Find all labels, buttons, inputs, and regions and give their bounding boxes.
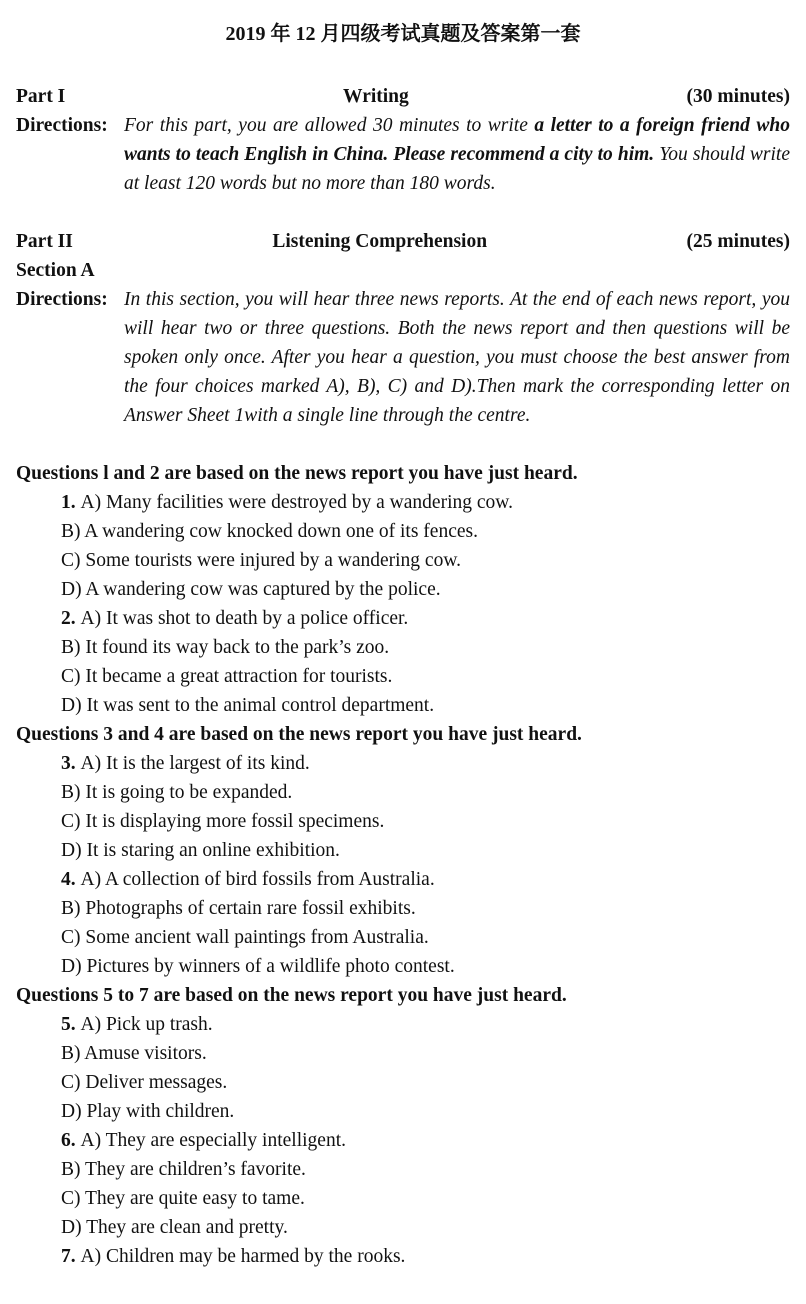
page-title: 2019 年 12 月四级考试真题及答案第一套 (225, 23, 581, 45)
question-option (16, 1039, 790, 1068)
question-option (16, 807, 790, 836)
question-option (16, 1213, 790, 1242)
question-number: 2. (61, 608, 81, 629)
question-group-heading: Questions 5 to 7 are based on the news report you have just heard. (16, 985, 567, 1006)
question-number: 5. (61, 1014, 81, 1035)
part1-directions-text (124, 111, 790, 198)
part2-directions-text: In this section, you will hear three news reports. At the end of each news report, you will hear two or three questions. Both the news report and then questions will be spoken only once. After you hear a question, you must choose the best answer from the four choices marked A), B), C) and D).Then mark the corresponding letter on Answer Sheet 1with a single line through the centre. (124, 289, 790, 426)
part1-label: Part I (16, 86, 66, 107)
question-number: 4. (61, 869, 81, 890)
question-option (16, 836, 790, 865)
question-option (16, 1068, 790, 1097)
part1-header (16, 82, 790, 111)
part2-name: Listening Comprehension (272, 231, 488, 252)
option-text: A) Many facilities were destroyed by a wandering cow. (80, 492, 513, 513)
question-option (16, 1242, 790, 1271)
question-groups (16, 459, 790, 1271)
part1-name: Writing (343, 86, 409, 107)
option-text: C) Some tourists were injured by a wandering cow. (61, 550, 462, 571)
option-text: C) They are quite easy to tame. (61, 1188, 305, 1209)
part1-directions (16, 111, 790, 198)
part1-directions-bold: a letter to a foreign friend who wants to teach English in China. Please recommend a city to him. (124, 115, 790, 165)
part2-directions-label: Directions: (16, 289, 108, 310)
part2-header (16, 227, 790, 256)
question-group-heading: Questions 3 and 4 are based on the news report you have just heard. (16, 724, 582, 745)
option-text: D) They are clean and pretty. (61, 1217, 288, 1238)
question-option (16, 923, 790, 952)
option-text: C) Some ancient wall paintings from Australia. (61, 927, 429, 948)
question-option (16, 604, 790, 633)
part1-time: (30 minutes) (686, 86, 790, 107)
option-text: B) Amuse visitors. (61, 1043, 207, 1064)
question-option (16, 1184, 790, 1213)
question-option (16, 749, 790, 778)
spacer (16, 198, 790, 227)
option-text: D) A wandering cow was captured by the police. (61, 579, 441, 600)
exam-page (16, 20, 790, 1271)
question-number: 1. (61, 492, 81, 513)
section-a-label: Section A (16, 260, 95, 281)
part1-directions-label: Directions: (16, 115, 108, 136)
option-text: A) They are especially intelligent. (80, 1130, 346, 1151)
option-text: B) Photographs of certain rare fossil exhibits. (61, 898, 416, 919)
question-option (16, 662, 790, 691)
option-text: B) It found its way back to the park’s zoo. (61, 637, 390, 658)
option-text: D) Play with children. (61, 1101, 235, 1122)
question-number: 6. (61, 1130, 81, 1151)
part2-directions (16, 285, 790, 430)
question-option (16, 488, 790, 517)
question-option (16, 894, 790, 923)
question-option (16, 517, 790, 546)
part2-label: Part II (16, 231, 73, 252)
question-option (16, 952, 790, 981)
question-option (16, 1126, 790, 1155)
question-number: 3. (61, 753, 81, 774)
question-option (16, 1010, 790, 1039)
question-option (16, 575, 790, 604)
option-text: A) A collection of bird fossils from Australia. (80, 869, 435, 890)
option-text: A) Pick up trash. (80, 1014, 213, 1035)
question-option (16, 1097, 790, 1126)
part1-directions-post: You should write at least 120 words but no more than 180 words. (124, 144, 790, 194)
option-text: D) It is staring an online exhibition. (61, 840, 340, 861)
spacer (16, 430, 790, 459)
question-option (16, 633, 790, 662)
question-option (16, 778, 790, 807)
question-option (16, 546, 790, 575)
option-text: A) It is the largest of its kind. (80, 753, 310, 774)
option-text: D) It was sent to the animal control department. (61, 695, 435, 716)
option-text: D) Pictures by winners of a wildlife photo contest. (61, 956, 455, 977)
option-text: C) Deliver messages. (61, 1072, 228, 1093)
option-text: A) Children may be harmed by the rooks. (80, 1246, 406, 1267)
option-text: B) They are children’s favorite. (61, 1159, 306, 1180)
question-option (16, 691, 790, 720)
option-text: B) A wandering cow knocked down one of its fences. (61, 521, 478, 542)
option-text: A) It was shot to death by a police officer. (80, 608, 409, 629)
question-option (16, 1155, 790, 1184)
option-text: C) It became a great attraction for tourists. (61, 666, 393, 687)
part1-directions-pre: For this part, you are allowed 30 minutes to write (124, 115, 535, 136)
question-option (16, 865, 790, 894)
question-group-heading: Questions l and 2 are based on the news report you have just heard. (16, 463, 578, 484)
question-number: 7. (61, 1246, 81, 1267)
part2-time: (25 minutes) (686, 231, 790, 252)
option-text: B) It is going to be expanded. (61, 782, 293, 803)
option-text: C) It is displaying more fossil specimens. (61, 811, 385, 832)
